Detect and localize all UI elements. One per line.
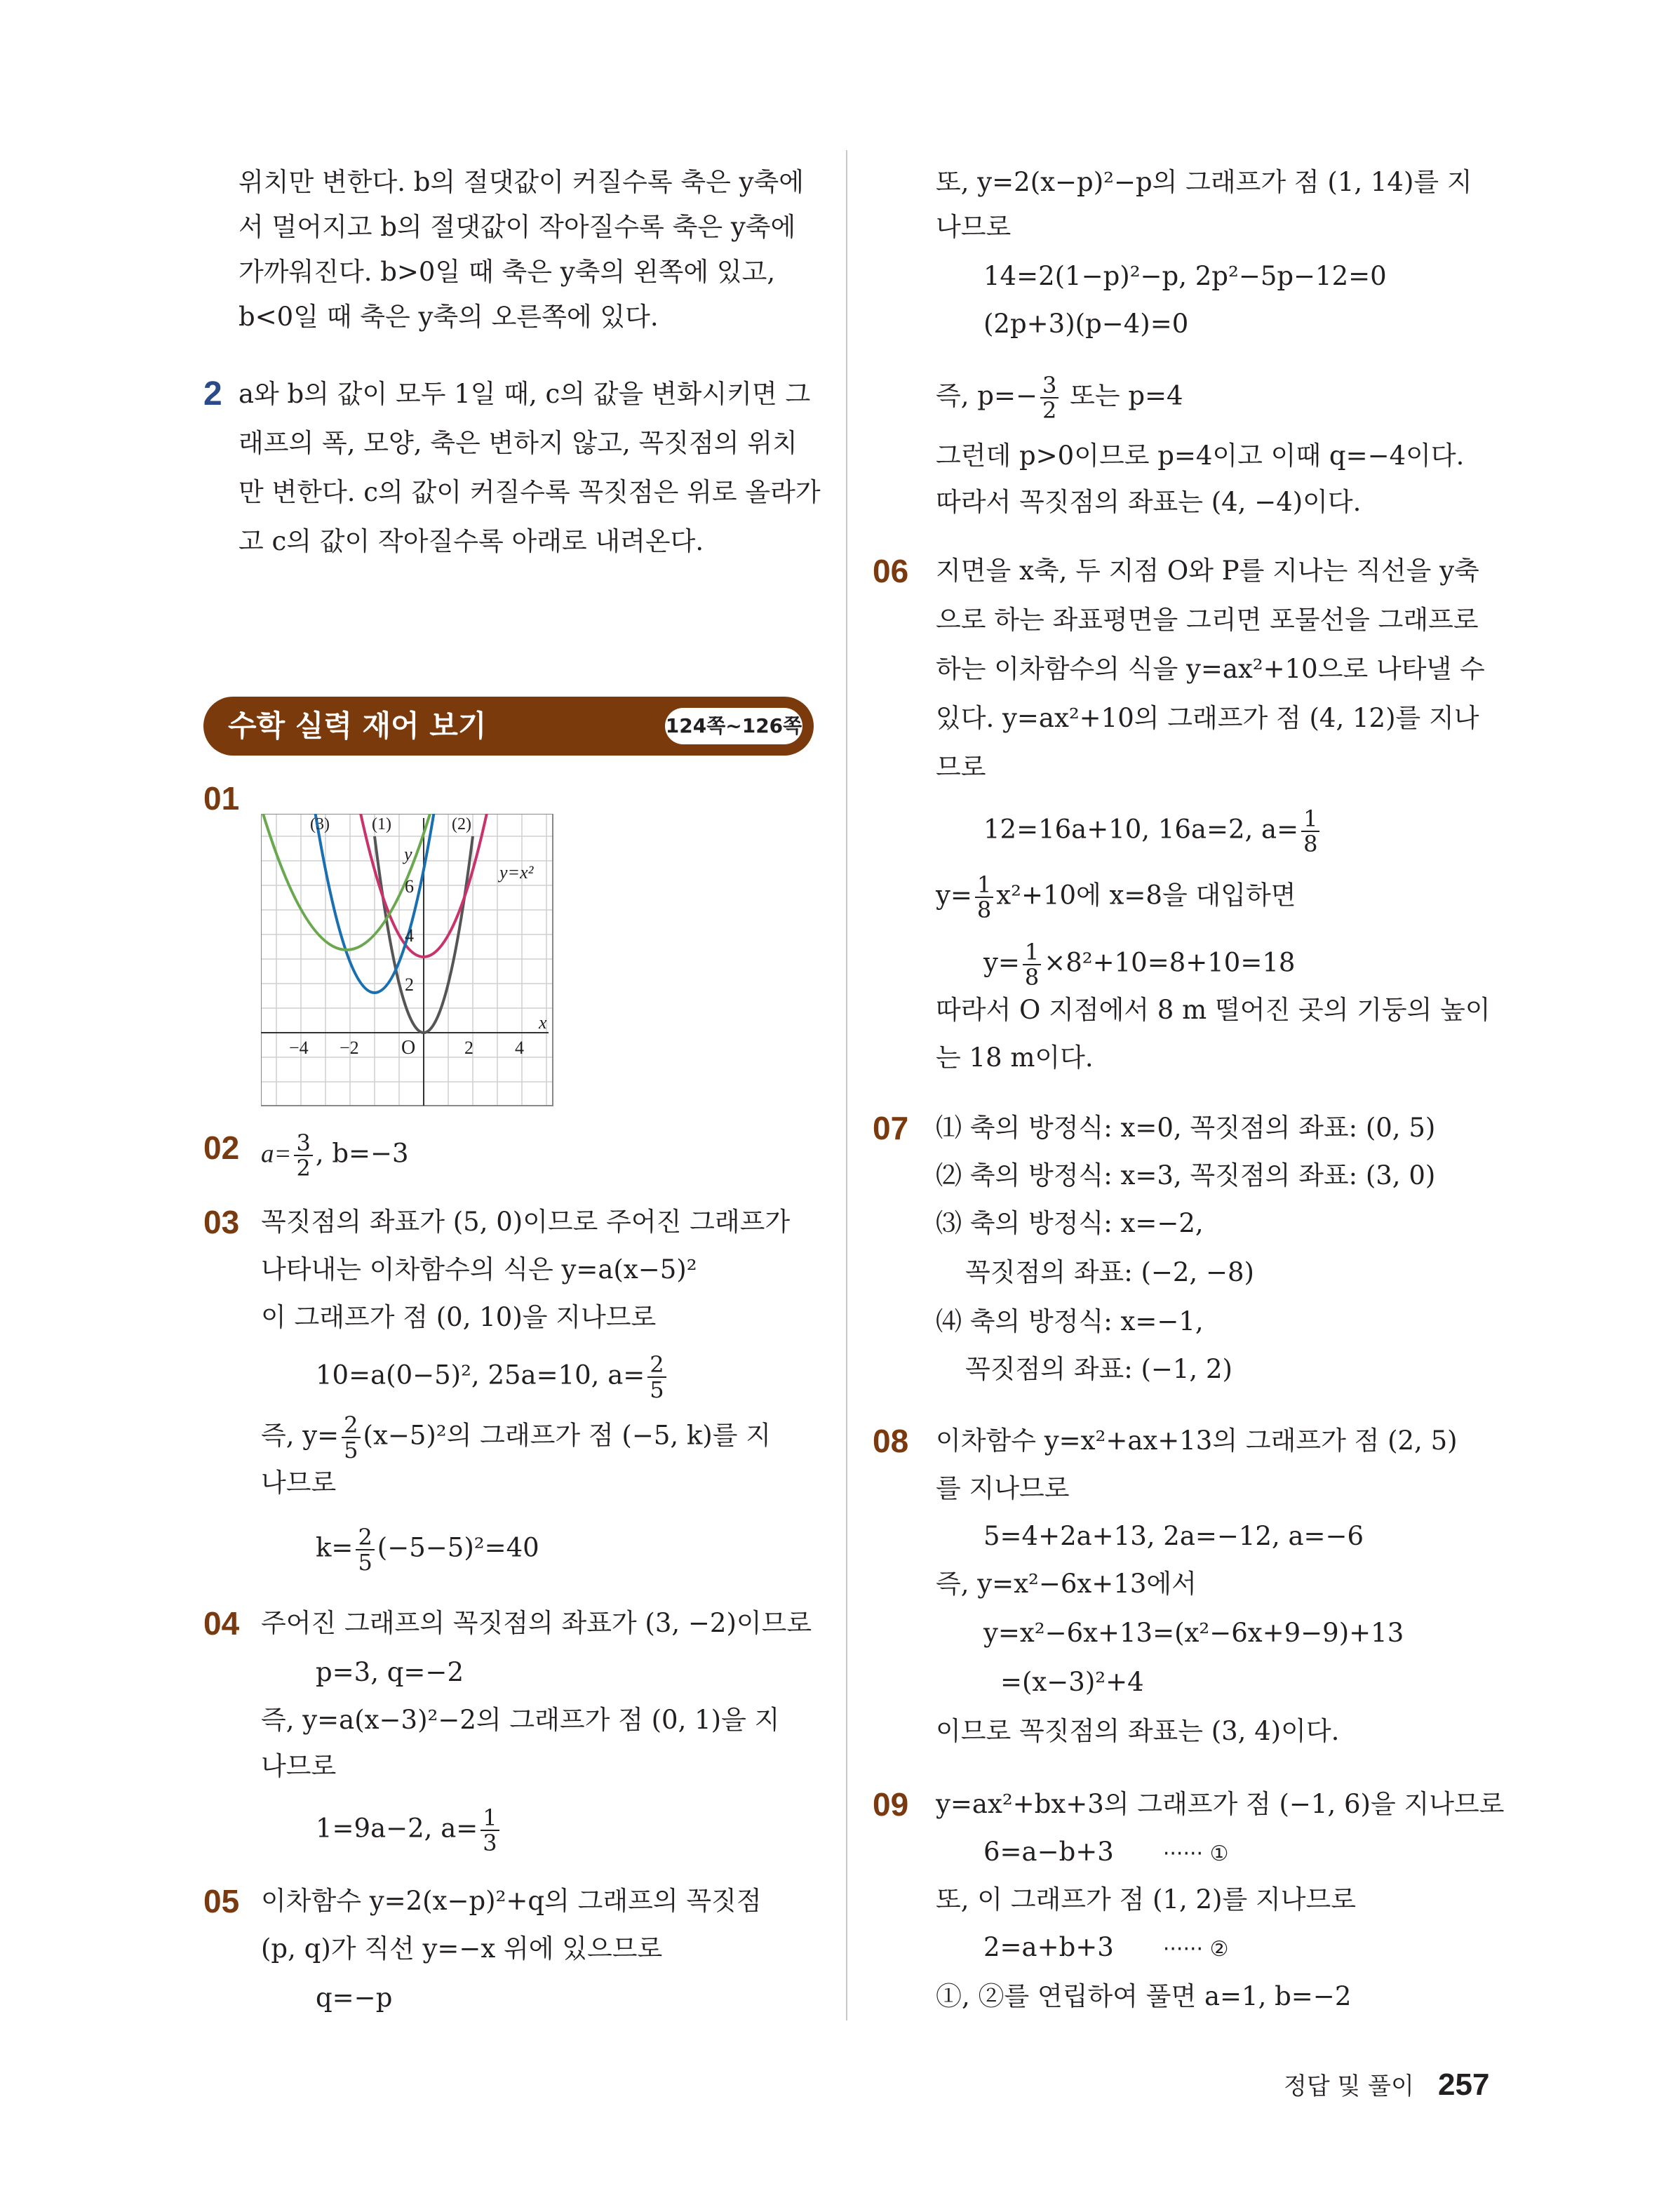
- q06-line-7: y= $\frac{1}{8}$ x²+10에 x=8을 대입하면: [936, 871, 1296, 923]
- q06-number: 06: [873, 553, 909, 589]
- label-2: (2): [452, 815, 471, 833]
- q06-line-1: 지면을 x축, 두 지점 O와 P를 지나는 직선을 y축: [936, 556, 1479, 586]
- q09-number: 09: [873, 1786, 909, 1823]
- tick-x-2: 2: [464, 1038, 473, 1058]
- axis-label-x: x: [539, 1012, 547, 1033]
- q04-line-3: 즉, y=a(x−3)²−2의 그래프가 점 (0, 1)을 지: [261, 1705, 780, 1735]
- section-banner: [203, 697, 814, 756]
- q08-line-1: 이차함수 y=x²+ax+13의 그래프가 점 (2, 5): [936, 1426, 1458, 1456]
- q09-line-4: 2=a+b+3 ······ ②: [983, 1932, 1229, 1962]
- q03-line-6: 나므로: [261, 1468, 337, 1498]
- q07-line-6: 꼭짓점의 좌표: (−1, 2): [965, 1354, 1232, 1384]
- q06-line-9: 따라서 O 지점에서 8 m 떨어진 곳의 기둥의 높이: [936, 995, 1491, 1025]
- label-y-x2: y=x²: [499, 862, 534, 883]
- q07-line-4: 꼭짓점의 좌표: (−2, −8): [965, 1257, 1254, 1287]
- q07-line-5: ⑷ 축의 방정식: x=−1,: [936, 1306, 1204, 1336]
- q01-number: 01: [203, 780, 240, 817]
- page-number: 257: [1438, 2067, 1490, 2102]
- tick-x-4: 4: [515, 1038, 524, 1058]
- q08-line-5: y=x²−6x+13=(x²−6x+9−9)+13: [983, 1618, 1404, 1648]
- tick-y-2: 2: [405, 974, 414, 995]
- q06-line-10: 는 18 m이다.: [936, 1043, 1094, 1073]
- item-2-number: 2: [203, 375, 222, 413]
- footer-label: 정답 및 풀이: [1284, 2072, 1414, 2100]
- q08-number: 08: [873, 1423, 909, 1459]
- q08-line-7: 이므로 꼭짓점의 좌표는 (3, 4)이다.: [936, 1716, 1340, 1746]
- q07-line-1: ⑴ 축의 방정식: x=0, 꼭짓점의 좌표: (0, 5): [936, 1113, 1436, 1143]
- intro-line-4: b<0일 때 축은 y축의 오른쪽에 있다.: [238, 302, 659, 332]
- label-3: (3): [310, 815, 330, 833]
- q08-line-4: 즉, y=x²−6x+13에서: [936, 1569, 1197, 1599]
- q09-line-5: ①, ②를 연립하여 풀면 a=1, b=−2: [936, 1981, 1352, 2011]
- q08-line-2: 를 지나므로: [936, 1473, 1070, 1503]
- q05c-line-7: 따라서 꼭짓점의 좌표는 (4, −4)이다.: [936, 487, 1362, 517]
- q04-line-5: 1=9a−2, a= $\frac{1}{3}$: [316, 1806, 502, 1855]
- q05c-line-2: 나므로: [936, 212, 1012, 242]
- q09-line-3: 또, 이 그래프가 점 (1, 2)를 지나므로: [936, 1884, 1356, 1915]
- item-2-line-4: 고 c의 값이 작아질수록 아래로 내려온다.: [238, 526, 704, 556]
- q06-line-8: y= $\frac{1}{8}$ ×8²+10=8+10=18: [983, 939, 1296, 991]
- column-divider: [846, 150, 847, 2020]
- q04-line-4: 나므로: [261, 1751, 337, 1781]
- q05-line-1: 이차함수 y=2(x−p)²+q의 그래프의 꼭짓점: [261, 1886, 762, 1916]
- q09-line-1: y=ax²+bx+3의 그래프가 점 (−1, 6)을 지나므로: [936, 1789, 1505, 1819]
- q06-line-3: 하는 이차함수의 식을 y=ax²+10으로 나타낼 수: [936, 654, 1485, 684]
- q03-number: 03: [203, 1204, 240, 1240]
- q03-line-5: 즉, y= $\frac{2}{5}$ (x−5)²의 그래프가 점 (−5, k)를 지: [261, 1412, 771, 1463]
- q05c-line-4: (2p+3)(p−4)=0: [983, 309, 1189, 339]
- q05c-line-6: 그런데 p>0이므로 p=4이고 이때 q=−4이다.: [936, 441, 1465, 471]
- intro-line-3: 가까워진다. b>0일 때 축은 y축의 왼쪽에 있고,: [238, 257, 776, 287]
- q08-line-3: 5=4+2a+13, 2a=−12, a=−6: [983, 1521, 1364, 1551]
- item-2-line-3: 만 변한다. c의 값이 커질수록 꼭짓점은 위로 올라가: [238, 477, 821, 507]
- q06-line-2: 으로 하는 좌표평면을 그리면 포물선을 그래프로: [936, 605, 1479, 635]
- origin-label: O: [401, 1037, 416, 1059]
- q07-line-3: ⑶ 축의 방정식: x=−2,: [936, 1208, 1204, 1238]
- q05c-line-5: 즉, p=− $\frac{3}{2}$ 또는 p=4: [936, 372, 1183, 424]
- banner-pages: 124쪽~126쪽: [665, 708, 802, 744]
- q03-line-7: k= $\frac{2}{5}$ (−5−5)²=40: [316, 1524, 539, 1576]
- tick-x-neg4: −4: [289, 1038, 309, 1058]
- q04-line-1: 주어진 그래프의 꼭짓점의 좌표가 (3, −2)이므로: [261, 1608, 812, 1638]
- tick-x-neg2: −2: [340, 1038, 359, 1058]
- q04-number: 04: [203, 1605, 240, 1642]
- q07-line-2: ⑵ 축의 방정식: x=3, 꼭짓점의 좌표: (3, 0): [936, 1160, 1436, 1191]
- banner-title: 수학 실력 재어 보기: [228, 709, 487, 743]
- axis-label-y: y: [404, 844, 412, 864]
- label-1: (1): [372, 815, 391, 833]
- q08-line-6: =(x−3)²+4: [1000, 1667, 1144, 1697]
- q04-line-2: p=3, q=−2: [316, 1657, 464, 1687]
- q05c-line-3: 14=2(1−p)²−p, 2p²−5p−12=0: [983, 261, 1387, 291]
- intro-line-2: 서 멀어지고 b의 절댓값이 작아질수록 축은 y축에: [238, 212, 796, 242]
- q09-line-2: 6=a−b+3 ······ ①: [983, 1837, 1229, 1867]
- q02-answer: a= $\frac{3}{2}$ , b=−3: [261, 1130, 409, 1181]
- item-2-line-1: a와 b의 값이 모두 1일 때, c의 값을 변화시키면 그: [238, 379, 811, 409]
- q05-line-2: (p, q)가 직선 y=−x 위에 있으므로: [261, 1933, 663, 1964]
- q02-number: 02: [203, 1130, 240, 1166]
- q06-line-6: 12=16a+10, 16a=2, a= $\frac{1}{8}$: [983, 807, 1322, 856]
- q05c-line-1: 또, y=2(x−p)²−p의 그래프가 점 (1, 14)를 지: [936, 167, 1472, 197]
- item-2-line-2: 래프의 폭, 모양, 축은 변하지 않고, 꼭짓점의 위치: [238, 428, 798, 458]
- q03-line-1: 꼭짓점의 좌표가 (5, 0)이므로 주어진 그래프가: [261, 1207, 791, 1237]
- q03-line-4: 10=a(0−5)², 25a=10, a= $\frac{2}{5}$: [316, 1353, 669, 1402]
- q06-line-5: 므로: [936, 752, 986, 782]
- q05-number: 05: [203, 1883, 240, 1919]
- q07-number: 07: [873, 1110, 909, 1146]
- q06-line-4: 있다. y=ax²+10의 그래프가 점 (4, 12)를 지나: [936, 703, 1479, 733]
- q03-line-3: 이 그래프가 점 (0, 10)을 지나므로: [261, 1302, 657, 1332]
- q03-line-2: 나타내는 이차함수의 식은 y=a(x−5)²: [261, 1254, 697, 1285]
- q05-line-3: q=−p: [316, 1983, 393, 2013]
- q01-graph: [261, 814, 556, 1108]
- tick-y-4: 4: [405, 925, 414, 946]
- tick-y-6: 6: [405, 876, 414, 897]
- intro-line-1: 위치만 변한다. b의 절댓값이 커질수록 축은 y축에: [238, 167, 805, 197]
